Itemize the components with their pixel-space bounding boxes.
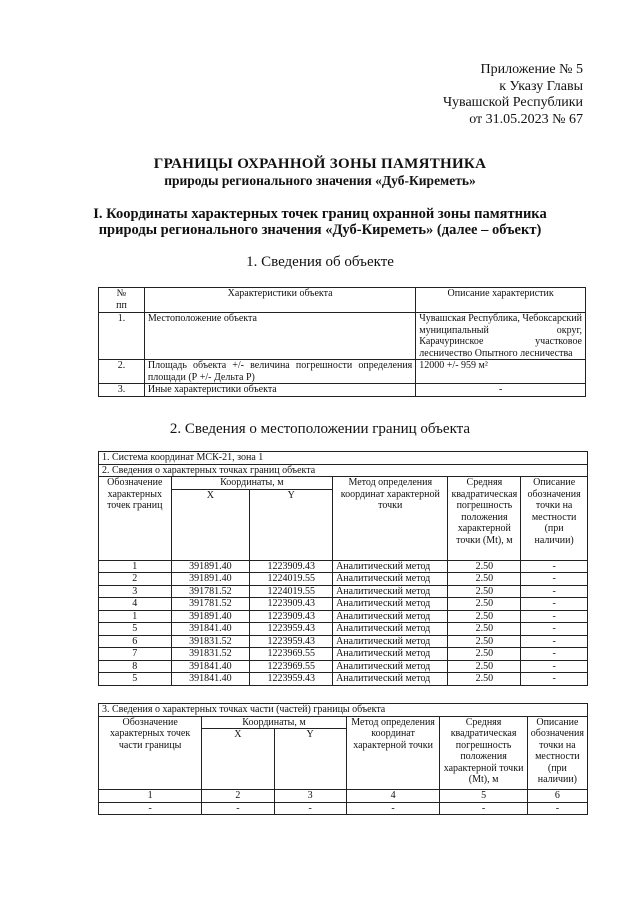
cell-num: 2. [99,360,145,384]
header-error: Средняя квадратическая погрешность положения характерной точки (Mt), м [440,716,527,790]
point-id: 4 [99,598,172,611]
header-y: Y [250,489,333,560]
table-row [99,360,586,384]
point-y: 1223959.43 [250,623,333,636]
header-description: Описание обозначения точки на местности (при наличии) [521,477,588,561]
point-method: Аналитический метод [333,610,448,623]
col-number: 1 [99,790,202,803]
header-method: Метод определения координат характерной точки [333,477,448,561]
point-desc: - [521,660,588,673]
point-error: 2.50 [448,560,521,573]
table-row [99,585,588,598]
point-x: 391831.52 [171,635,250,648]
document-title: ГРАНИЦЫ ОХРАННОЙ ЗОНЫ ПАМЯТНИКА [153,156,487,172]
header-y: Y [274,729,346,790]
table-header-row [99,716,588,729]
point-error: 2.50 [448,610,521,623]
point-x: 391891.40 [171,560,250,573]
point-x: 391841.40 [171,660,250,673]
cell-characteristic: Местоположение объекта [144,313,415,360]
object-info-table [98,287,586,397]
point-y: 1223909.43 [250,598,333,611]
points-caption: 2. Сведения о характерных точках границ объекта [99,464,588,477]
boundary-info-heading: 2. Сведения о местоположении границ объекта [169,421,471,437]
header-coords: Координаты, м [171,477,333,490]
point-method: Аналитический метод [333,585,448,598]
point-id: 2 [99,573,172,586]
header-description: Описание обозначения точки на местности (при наличии) [527,716,587,790]
col-number: 5 [440,790,527,803]
part-points-table [98,703,588,815]
header-x: X [171,489,250,560]
point-desc: - [521,623,588,636]
point-error: 2.50 [448,635,521,648]
cell-empty: - [527,802,587,815]
point-error: 2.50 [448,673,521,686]
section-heading-cont: природы регионального значения «Дуб-Киреметь» (далее – объект) [98,222,542,238]
cell-description: - [416,384,586,397]
col-number: 6 [527,790,587,803]
point-x: 391781.52 [171,598,250,611]
section-heading: I. Координаты характерных точек границ охранной зоны памятника [93,206,547,222]
table-row [99,610,588,623]
point-id: 1 [99,610,172,623]
point-x: 391841.40 [171,673,250,686]
point-error: 2.50 [448,598,521,611]
column-number-row [99,790,588,803]
point-desc: - [521,585,588,598]
object-info-heading: 1. Сведения об объекте [246,254,394,270]
header-characteristic: Характеристики объекта [144,288,415,313]
point-desc: - [521,610,588,623]
point-method: Аналитический метод [333,635,448,648]
point-method: Аналитический метод [333,598,448,611]
point-error: 2.50 [448,585,521,598]
table-row [99,648,588,661]
col-number: 3 [274,790,346,803]
point-id: 3 [99,585,172,598]
point-error: 2.50 [448,623,521,636]
table-row [99,598,588,611]
table-row [99,673,588,686]
point-error: 2.50 [448,660,521,673]
point-id: 5 [99,673,172,686]
cell-empty: - [99,802,202,815]
point-id: 8 [99,660,172,673]
table-row [99,573,588,586]
point-method: Аналитический метод [333,660,448,673]
cell-description: Чувашская Республика, Чебоксарский муниципальный округ, Карачуринское участковое лесничество Опытного лесничества [416,313,586,360]
point-x: 391891.40 [171,610,250,623]
cell-empty: - [440,802,527,815]
cell-num: 1. [99,313,145,360]
point-desc: - [521,560,588,573]
header-error: Средняя квадратическая погрешность положения характерной точки (Mt), м [448,477,521,561]
point-x: 391781.52 [171,585,250,598]
point-method: Аналитический метод [333,573,448,586]
point-id: 1 [99,560,172,573]
point-y: 1223909.43 [250,610,333,623]
header-designation: Обозначение характерных точек границ [99,477,172,561]
appendix-line: Чувашской Республики [442,95,583,110]
appendix-line: Приложение № 5 [480,62,583,77]
point-method: Аналитический метод [333,560,448,573]
appendix-line: к Указу Главы [499,78,583,94]
col-number: 4 [346,790,440,803]
point-desc: - [521,598,588,611]
table-row [99,660,588,673]
header-x: X [202,729,274,790]
table-header-row [99,477,588,490]
point-id: 5 [99,623,172,636]
point-y: 1223909.43 [250,560,333,573]
table-header-row [99,288,586,313]
point-y: 1224019.55 [250,585,333,598]
point-error: 2.50 [448,573,521,586]
cell-characteristic: Площадь объекта +/- величина погрешности определения площади (Р +/- Дельта Р) [144,360,415,384]
point-x: 391841.40 [171,623,250,636]
point-desc: - [521,673,588,686]
point-desc: - [521,648,588,661]
point-method: Аналитический метод [333,673,448,686]
point-y: 1224019.55 [250,573,333,586]
header-num: № пп [99,288,145,313]
header-designation: Обозначение характерных точек части границы [99,716,202,790]
cell-num: 3. [99,384,145,397]
point-id: 7 [99,648,172,661]
point-id: 6 [99,635,172,648]
cell-characteristic: Иные характеристики объекта [144,384,415,397]
point-x: 391831.52 [171,648,250,661]
document-subtitle: природы регионального значения «Дуб-Киреметь» [164,173,476,188]
cell-description: 12000 +/- 959 м² [416,360,586,384]
table-row [99,802,588,815]
appendix-block [443,62,583,128]
point-desc: - [521,573,588,586]
point-desc: - [521,635,588,648]
point-y: 1223959.43 [250,673,333,686]
boundary-points-table [98,451,588,686]
point-error: 2.50 [448,648,521,661]
cell-empty: - [274,802,346,815]
table-row [99,313,586,360]
cell-empty: - [346,802,440,815]
table-row [99,623,588,636]
point-method: Аналитический метод [333,623,448,636]
point-x: 391891.40 [171,573,250,586]
table-row [99,635,588,648]
header-method: Метод определения координат характерной точки [346,716,440,790]
table-row [99,384,586,397]
coordinate-system: 1. Система координат МСК-21, зона 1 [99,452,588,465]
parts-caption: 3. Сведения о характерных точках части (частей) границы объекта [99,704,588,717]
point-y: 1223969.55 [250,648,333,661]
point-y: 1223959.43 [250,635,333,648]
point-y: 1223969.55 [250,660,333,673]
point-method: Аналитический метод [333,648,448,661]
appendix-line: от 31.05.2023 № 67 [469,111,583,127]
header-description: Описание характеристик [416,288,586,313]
cell-empty: - [202,802,274,815]
col-number: 2 [202,790,274,803]
table-row [99,560,588,573]
header-coords: Координаты, м [202,716,347,729]
